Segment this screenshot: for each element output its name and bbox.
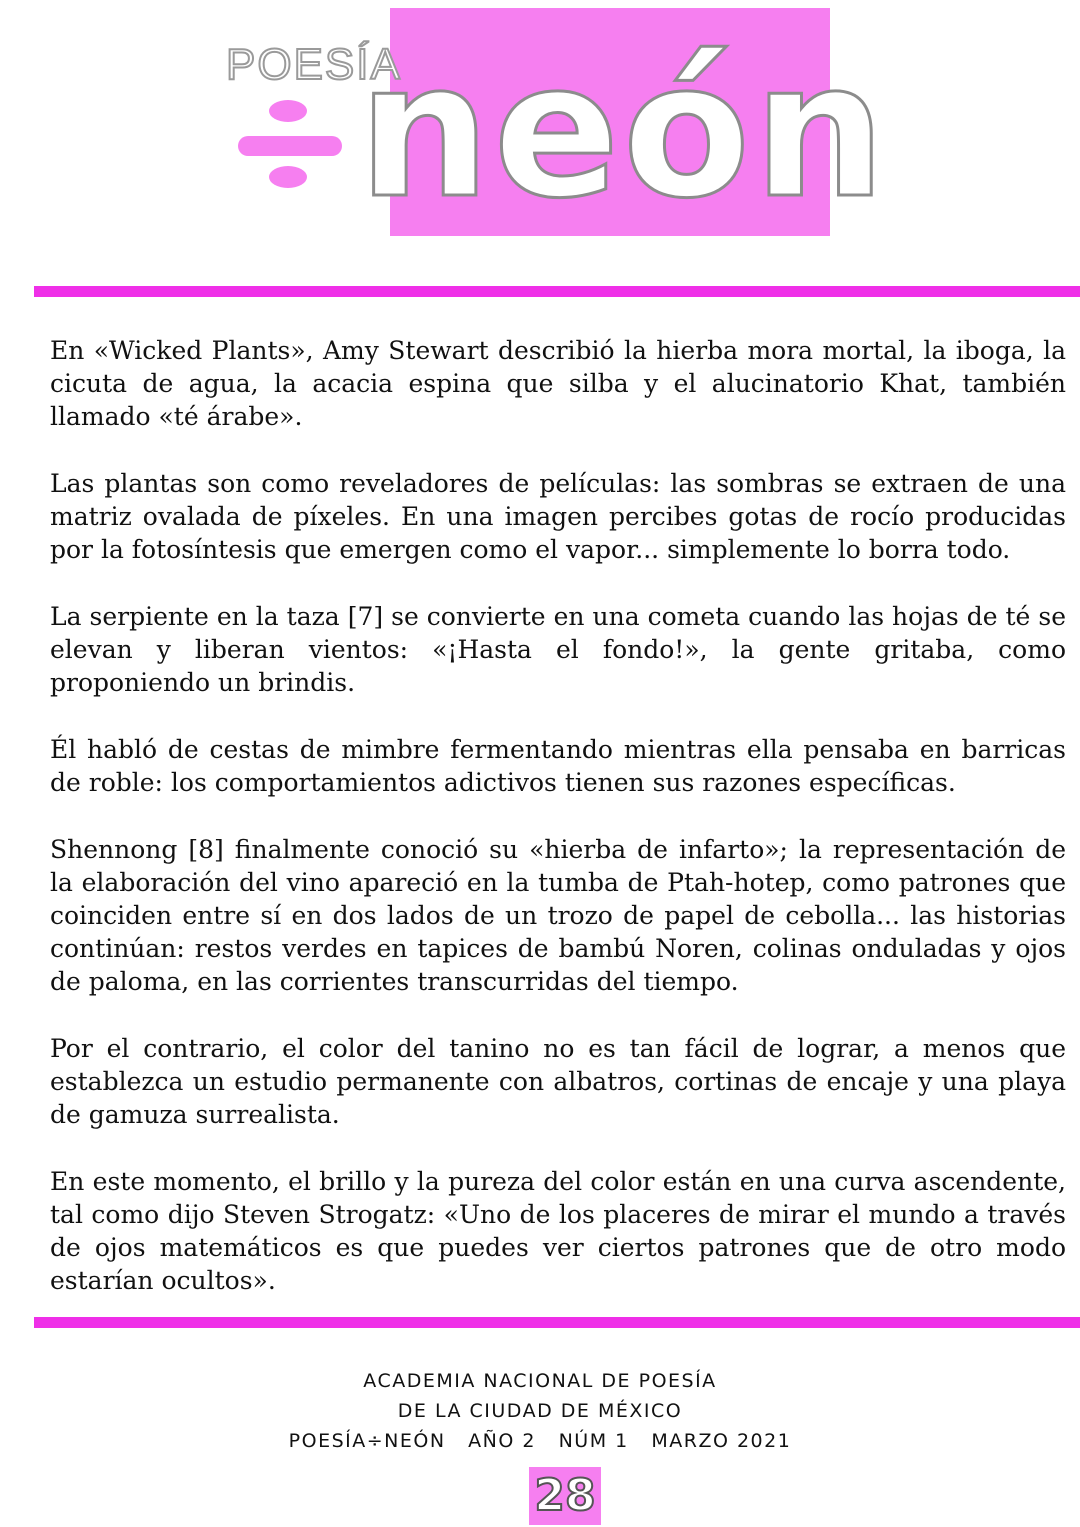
wordmark-poesia: POESÍA	[226, 40, 402, 89]
footer-city-line: DE LA CIUDAD DE MÉXICO	[397, 1400, 683, 1422]
paragraph: En «Wicked Plants», Amy Stewart describió la hierba mora mortal, la iboga, la cicuta de agua, la acacia espina que silba y el alucinatorio Khat, también llamado «té árabe».	[50, 336, 1066, 431]
paragraph: Por el contrario, el color del tanino no es tan fácil de lograr, a menos que establezca un estudio permanente con albatros, cortinas de encaje y una playa de gamuza surrealista.	[50, 1034, 1066, 1129]
footer	[0, 1366, 1080, 1456]
bottom-divider	[34, 1317, 1080, 1328]
paragraph: En este momento, el brillo y la pureza del color están en una curva ascendente, tal como dijo Steven Strogatz: «Uno de los placeres de mirar el mundo a través de ojos matemáticos es que puedes ver ciertos patrones que de otro modo estarían ocultos».	[50, 1167, 1066, 1295]
masthead	[0, 0, 1080, 280]
wordmark-neon: neón	[358, 22, 889, 239]
footer-issue-line: POESÍA÷NEÓN AÑO 2 NÚM 1 MARZO 2021	[288, 1430, 792, 1452]
footer-academy-line: ACADEMIA NACIONAL DE POESÍA	[363, 1370, 717, 1392]
paragraph: La serpiente en la taza [7] se convierte en una cometa cuando las hojas de té se elevan y liberan vientos: «¡Hasta el fondo!», la gente gritaba, como proponiendo un brindis.	[50, 602, 1066, 697]
page-number: 28	[529, 1467, 601, 1525]
paragraph: Shennong [8] finalmente conoció su «hierba de infarto»; la representación de la elaboración del vino apareció en la tumba de Ptah-hotep, como patrones que coinciden entre sí en dos lados de un trozo de papel de cebolla... las historias continúan: restos verdes en tapices de bambú Noren, colinas onduladas y ojos de paloma, en las corrientes transcurridas del tiempo.	[50, 835, 1066, 996]
division-sign-icon	[238, 100, 342, 190]
top-divider	[34, 286, 1080, 297]
paragraph: Las plantas son como reveladores de películas: las sombras se extraen de una matriz ovalada de píxeles. En una imagen percibes gotas de rocío producidas por la fotosíntesis que emergen como el vapor... simplemente lo borra todo.	[50, 469, 1066, 564]
article-body	[50, 334, 1066, 1331]
paragraph: Él habló de cestas de mimbre fermentando mientras ella pensaba en barricas de roble: los comportamientos adictivos tienen sus razones específicas.	[50, 735, 1066, 797]
